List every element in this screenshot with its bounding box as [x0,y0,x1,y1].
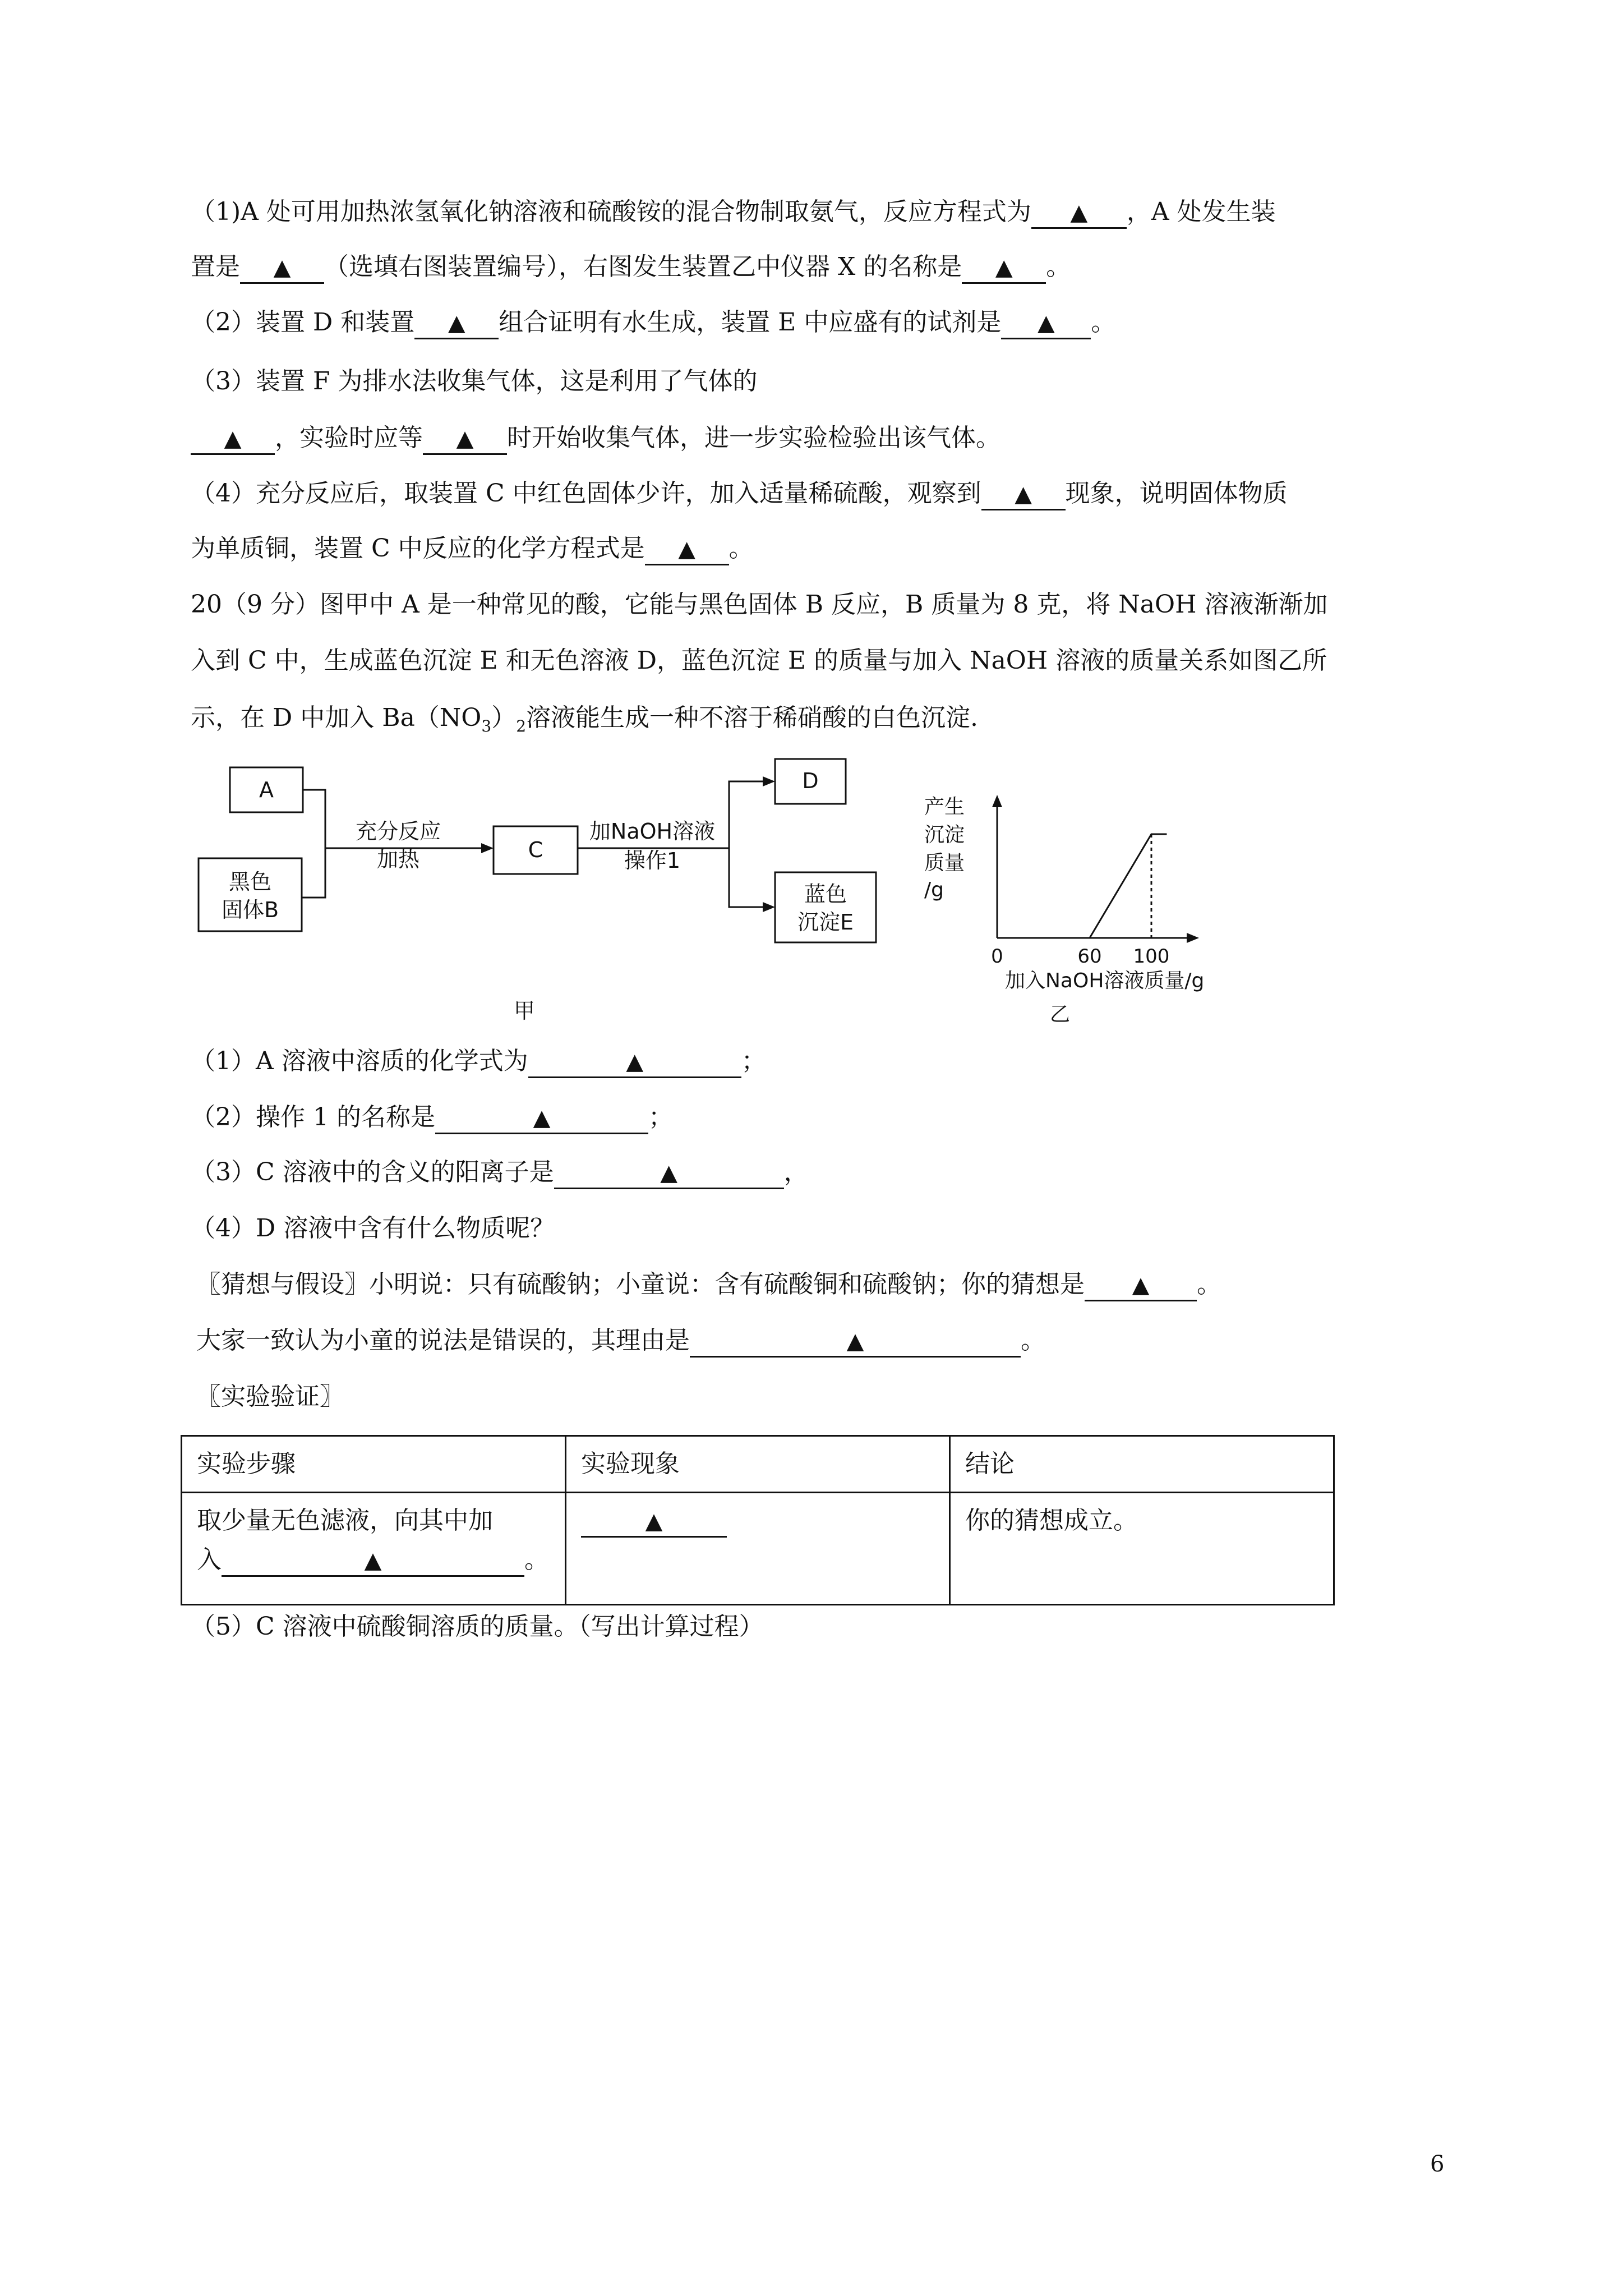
y-axis-label-3: 质量 [924,852,965,875]
table-cell-conclusion: 你的猜想成立。 [950,1493,1334,1605]
q20-verify-heading: 〖实验验证〗 [196,1382,344,1411]
y-axis-label-4: /g [924,878,944,901]
figure-jia-caption: 甲 [513,999,536,1023]
q20-s3-text-2: ， [783,1158,809,1186]
triangle-icon: ▲ [626,1049,644,1075]
arrow-1-label-1: 充分反应 [355,819,441,844]
table-cell-step [182,1493,566,1605]
triangle-icon: ▲ [660,1160,678,1186]
triangle-icon: ▲ [1132,1272,1150,1298]
x-axis-arrowhead [1187,933,1199,943]
answer-blank[interactable] [554,1158,784,1189]
q20-s1-text: （1）A 溶液中溶质的化学式为 [191,1047,528,1075]
q19-p2-text: （2）装置 D 和装置 [191,308,415,337]
triangle-icon: ▲ [364,1548,382,1573]
box-e-label-1: 蓝色 [804,882,847,907]
step-text-3: 。 [524,1545,549,1574]
triangle-icon: ▲ [1070,200,1088,226]
triangle-icon: ▲ [1037,310,1055,336]
q20-intro-3-text-3: 溶液能生成一种不溶于稀硝酸的白色沉淀. [526,703,979,732]
q19-p3-text-2: ，实验时应等 [275,424,423,452]
q20-s3-text: （3）C 溶液中的含义的阳离子是 [191,1158,554,1186]
answer-blank[interactable] [435,1103,648,1134]
triangle-icon: ▲ [846,1328,864,1354]
q20-reason [196,1324,1045,1358]
table-row [182,1493,1334,1605]
box-d-label: D [802,769,819,793]
triangle-icon: ▲ [1015,481,1032,507]
q19-p1-text: （1)A 处可用加热浓氢氧化钠溶液和硫酸铵的混合物制取氨气，反应方程式为 [191,197,1031,226]
arrow-2-label-2: 操作1 [624,848,681,873]
subscript: 2 [516,716,527,735]
q20-s1 [191,1045,766,1078]
table-header-row [182,1436,1334,1493]
q20-intro-3-text-2: ） [491,703,517,732]
step-text-2: 入 [197,1545,222,1574]
q20-s1-text-2: ； [741,1047,766,1075]
q20-s4: （4）D 溶液中含有什么物质呢？ [191,1214,555,1243]
q19-p4-text: （4）充分反应后，取装置 C 中红色固体少许，加入适量稀硫酸，观察到 [191,479,981,508]
triangle-icon: ▲ [533,1105,551,1131]
triangle-icon: ▲ [456,426,474,452]
q20-intro-1: 20（9 分）图甲中 A 是一种常见的酸，它能与黑色固体 B 反应，B 质量为 8 克，将 NaOH 溶液渐渐加 [191,590,1328,619]
q20-s3 [191,1156,809,1189]
triangle-icon: ▲ [995,255,1013,280]
arrow-1-label-2: 加热 [376,847,420,872]
experiment-table [181,1435,1335,1605]
q20-s2-text-2: ； [648,1103,673,1131]
table-header-cell: 实验步骤 [182,1436,566,1493]
y-axis-label-1: 产生 [924,795,965,818]
subscript: 3 [481,716,492,735]
x-tick-label: 100 [1133,945,1170,968]
q19-p1-text-2: ，A 处发生装 [1126,197,1276,226]
answer-blank[interactable] [581,1506,727,1538]
q19-p4-text-3: 为单质铜，装置 C 中反应的化学方程式是 [191,534,645,563]
triangle-icon: ▲ [273,255,291,280]
q20-reason-text-2: 。 [1021,1326,1045,1355]
step-line-2 [197,1540,550,1580]
box-a-label: A [259,777,274,802]
x-axis-label: 加入NaOH溶液质量/g [1005,969,1205,992]
x-tick-label: 0 [991,945,1003,968]
arrow-2-label-1: 加NaOH溶液 [589,819,716,844]
figure-yi-caption: 乙 [1049,1003,1071,1026]
answer-blank[interactable] [690,1326,1021,1358]
page-number: 6 [1430,2151,1445,2177]
answer-blank[interactable] [1085,1270,1197,1301]
q20-guess-text: 〖猜想与假设〗小明说：只有硫酸钠；小童说：含有硫酸铜和硫酸钠；你的猜想是 [196,1270,1085,1299]
q20-reason-text: 大家一致认为小童的说法是错误的，其理由是 [196,1326,690,1355]
q20-s2-text: （2）操作 1 的名称是 [191,1103,435,1131]
box-b-label-2: 固体B [221,898,279,922]
q19-p1-text-4: （选填右图装置编号），右图发生装置乙中仪器 X 的名称是 [324,252,962,281]
box-b-label-1: 黑色 [228,869,272,894]
q19-p4-text-2: 现象，说明固体物质 [1065,479,1288,508]
answer-blank[interactable] [528,1047,741,1078]
q20-s2 [191,1101,673,1134]
q20-guess-text-2: 。 [1197,1270,1221,1299]
q19-p4-text-4: 。 [728,534,754,563]
q20-intro-3-text: 示，在 D 中加入 Ba（NO [191,703,482,732]
table-header-cell: 结论 [950,1436,1334,1493]
box-c-label: C [528,838,543,862]
q20-intro-2: 入到 C 中，生成蓝色沉淀 E 和无色溶液 D，蓝色沉淀 E 的质量与加入 NaOH 溶液的质量关系如图乙所 [191,646,1327,675]
triangle-icon: ▲ [448,310,465,336]
x-tick-label: 60 [1077,945,1102,968]
step-text-1: 取少量无色滤液，向其中加 [197,1506,493,1535]
table-cell-phenomenon [566,1493,950,1605]
answer-blank[interactable] [222,1545,524,1577]
triangle-icon: ▲ [678,536,696,562]
series-line [997,834,1167,938]
q19-p3-text-3: 时开始收集气体，进一步实验检验出该气体。 [507,424,1000,452]
q19-p1-text-5: 。 [1046,252,1071,281]
y-axis-arrowhead [992,795,1002,807]
q19-p2-text-2: 组合证明有水生成，装置 E 中应盛有的试剂是 [499,308,1002,337]
y-axis-label-2: 沉淀 [924,823,965,846]
triangle-icon: ▲ [645,1508,663,1534]
q19-p1-text-3: 置是 [191,252,240,281]
q19-p3-text: （3）装置 F 为排水法收集气体，这是利用了气体的 [191,367,758,395]
box-e-label-2: 沉淀E [797,910,854,935]
q20-guess [196,1268,1221,1301]
q20-s5: （5）C 溶液中硫酸铜溶质的质量。（写出计算过程） [191,1612,764,1641]
q19-p2-text-3: 。 [1091,308,1116,337]
table-header-cell: 实验现象 [566,1436,950,1493]
triangle-icon: ▲ [224,426,242,452]
